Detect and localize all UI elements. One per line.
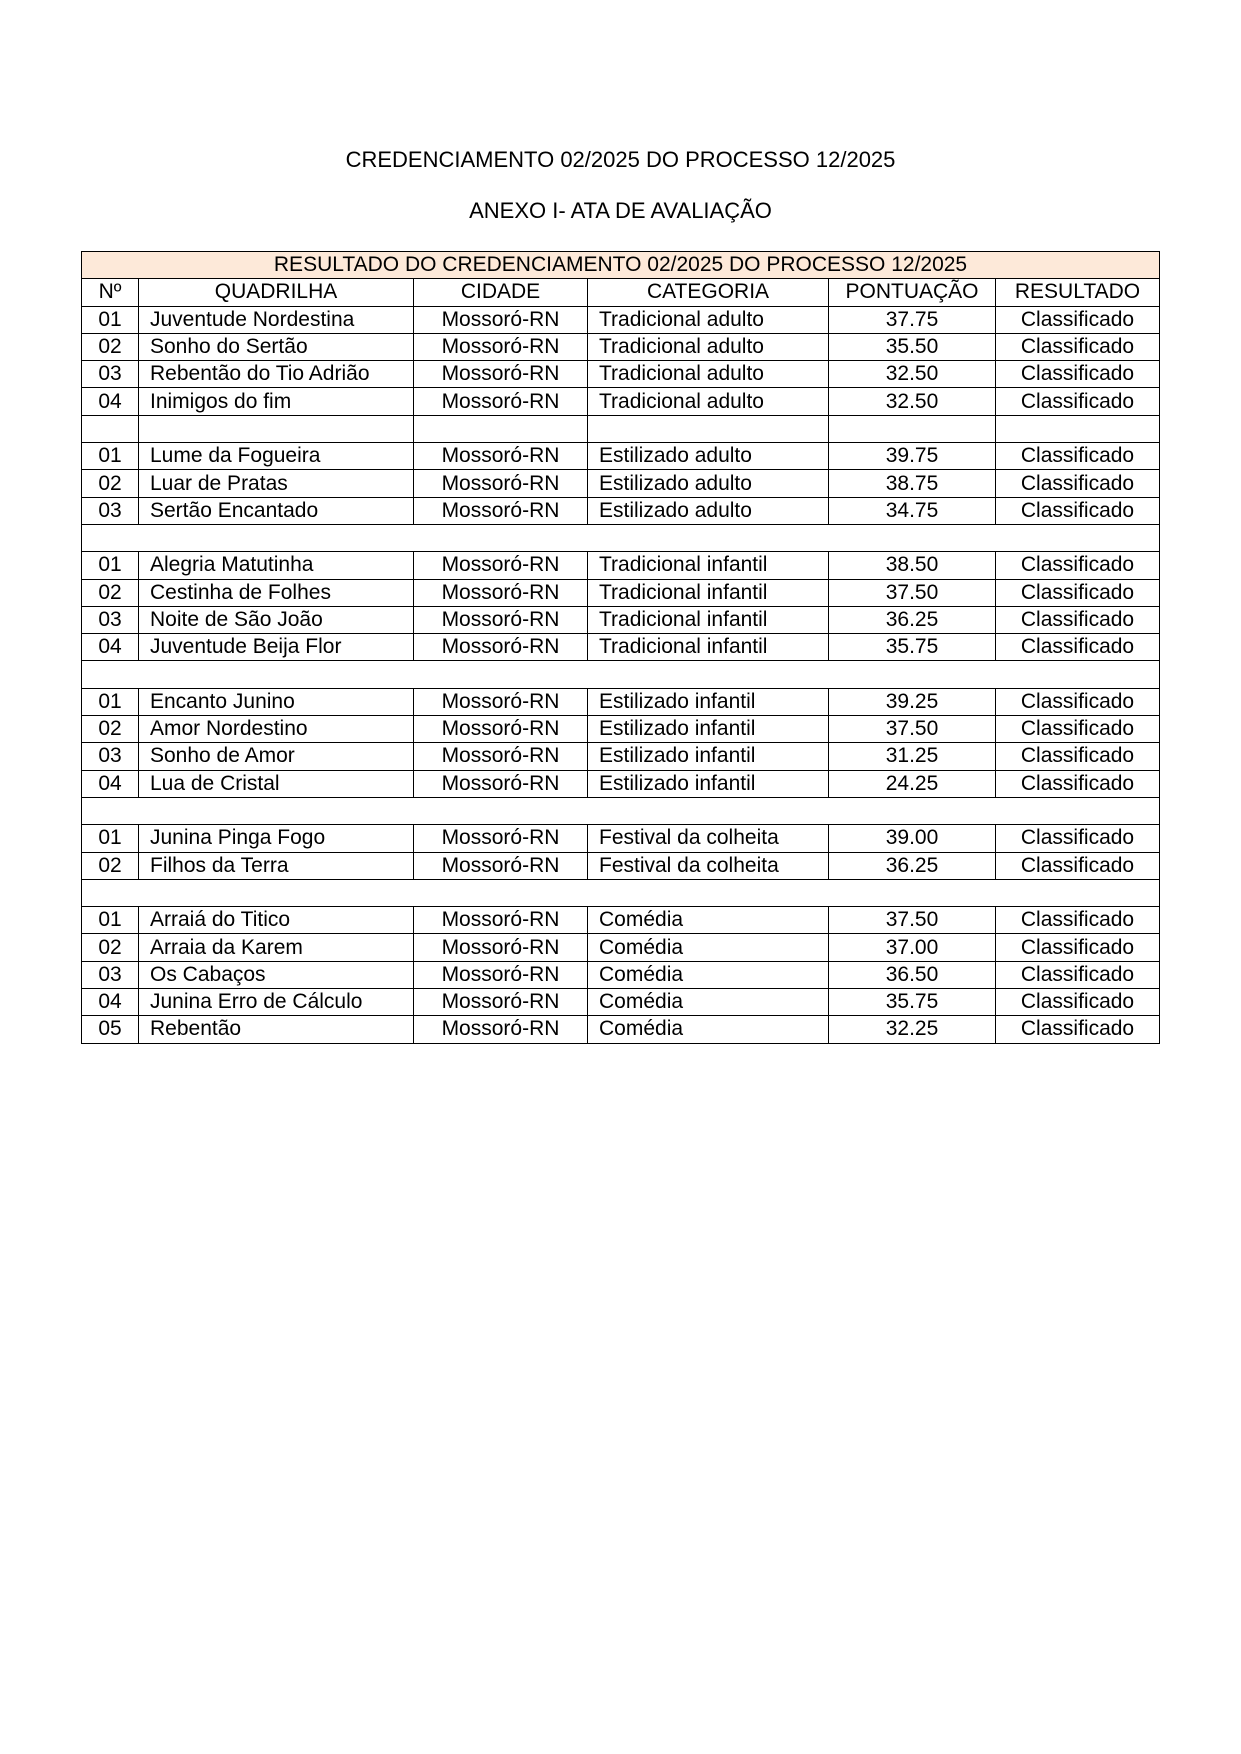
- cell-no: 02: [82, 852, 139, 879]
- cell-quadrilha: Rebentão do Tio Adrião: [139, 361, 414, 388]
- cell-no: 02: [82, 579, 139, 606]
- table-row: [82, 579, 1160, 606]
- cell-quadrilha: Luar de Pratas: [139, 470, 414, 497]
- spacer-row: [82, 879, 1160, 906]
- cell-cidade: Mossoró-RN: [414, 716, 588, 743]
- table-row: [82, 934, 1160, 961]
- cell-pontuacao: 37.75: [829, 306, 996, 333]
- cell-categoria: Comédia: [588, 907, 829, 934]
- cell-quadrilha: Junina Pinga Fogo: [139, 825, 414, 852]
- table-row: [82, 716, 1160, 743]
- cell-categoria: Tradicional adulto: [588, 361, 829, 388]
- cell-pontuacao: 36.25: [829, 606, 996, 633]
- cell-pontuacao: 32.50: [829, 388, 996, 415]
- table-row: [82, 852, 1160, 879]
- cell-categoria: Estilizado adulto: [588, 497, 829, 524]
- table-row: [82, 743, 1160, 770]
- table-row: [82, 497, 1160, 524]
- cell-quadrilha: Rebentão: [139, 1016, 414, 1043]
- spacer-cell: [996, 415, 1160, 442]
- cell-resultado: Classificado: [996, 688, 1160, 715]
- cell-pontuacao: 39.75: [829, 443, 996, 470]
- cell-resultado: Classificado: [996, 634, 1160, 661]
- cell-quadrilha: Juventude Nordestina: [139, 306, 414, 333]
- cell-resultado: Classificado: [996, 306, 1160, 333]
- cell-cidade: Mossoró-RN: [414, 497, 588, 524]
- cell-quadrilha: Lua de Cristal: [139, 770, 414, 797]
- cell-pontuacao: 37.50: [829, 907, 996, 934]
- table-row: [82, 388, 1160, 415]
- cell-quadrilha: Arraia da Karem: [139, 934, 414, 961]
- cell-no: 03: [82, 361, 139, 388]
- cell-resultado: Classificado: [996, 961, 1160, 988]
- cell-quadrilha: Arraiá do Titico: [139, 907, 414, 934]
- cell-categoria: Tradicional infantil: [588, 579, 829, 606]
- cell-pontuacao: 39.00: [829, 825, 996, 852]
- cell-cidade: Mossoró-RN: [414, 961, 588, 988]
- column-header-quadrilha: QUADRILHA: [139, 279, 414, 306]
- table-row: [82, 688, 1160, 715]
- spacer-cell: [82, 879, 1160, 906]
- table-header-row: [82, 279, 1160, 306]
- cell-cidade: Mossoró-RN: [414, 388, 588, 415]
- cell-cidade: Mossoró-RN: [414, 443, 588, 470]
- cell-cidade: Mossoró-RN: [414, 634, 588, 661]
- cell-quadrilha: Filhos da Terra: [139, 852, 414, 879]
- cell-cidade: Mossoró-RN: [414, 934, 588, 961]
- cell-pontuacao: 34.75: [829, 497, 996, 524]
- table-caption: RESULTADO DO CREDENCIAMENTO 02/2025 DO PROCESSO 12/2025: [82, 252, 1160, 279]
- cell-pontuacao: 35.75: [829, 989, 996, 1016]
- cell-categoria: Estilizado infantil: [588, 770, 829, 797]
- cell-categoria: Tradicional infantil: [588, 634, 829, 661]
- cell-quadrilha: Lume da Fogueira: [139, 443, 414, 470]
- cell-quadrilha: Juventude Beija Flor: [139, 634, 414, 661]
- cell-cidade: Mossoró-RN: [414, 1016, 588, 1043]
- cell-cidade: Mossoró-RN: [414, 989, 588, 1016]
- cell-cidade: Mossoró-RN: [414, 743, 588, 770]
- table-row: [82, 634, 1160, 661]
- cell-pontuacao: 38.75: [829, 470, 996, 497]
- cell-cidade: Mossoró-RN: [414, 825, 588, 852]
- cell-categoria: Tradicional adulto: [588, 306, 829, 333]
- cell-pontuacao: 31.25: [829, 743, 996, 770]
- cell-cidade: Mossoró-RN: [414, 470, 588, 497]
- cell-pontuacao: 39.25: [829, 688, 996, 715]
- cell-no: 02: [82, 470, 139, 497]
- cell-no: 03: [82, 961, 139, 988]
- cell-categoria: Tradicional adulto: [588, 333, 829, 360]
- cell-categoria: Tradicional adulto: [588, 388, 829, 415]
- cell-cidade: Mossoró-RN: [414, 907, 588, 934]
- cell-pontuacao: 35.75: [829, 634, 996, 661]
- cell-quadrilha: Cestinha de Folhes: [139, 579, 414, 606]
- column-header-categoria: CATEGORIA: [588, 279, 829, 306]
- cell-cidade: Mossoró-RN: [414, 552, 588, 579]
- cell-pontuacao: 37.50: [829, 579, 996, 606]
- table-row: [82, 770, 1160, 797]
- cell-quadrilha: Inimigos do fim: [139, 388, 414, 415]
- table-row: [82, 443, 1160, 470]
- cell-pontuacao: 24.25: [829, 770, 996, 797]
- table-caption-row: [82, 252, 1160, 279]
- cell-no: 04: [82, 770, 139, 797]
- cell-cidade: Mossoró-RN: [414, 579, 588, 606]
- cell-resultado: Classificado: [996, 333, 1160, 360]
- results-table-body: [82, 252, 1160, 1044]
- spacer-cell: [829, 415, 996, 442]
- cell-quadrilha: Amor Nordestino: [139, 716, 414, 743]
- table-row: [82, 470, 1160, 497]
- cell-resultado: Classificado: [996, 443, 1160, 470]
- cell-resultado: Classificado: [996, 852, 1160, 879]
- spacer-cell: [82, 661, 1160, 688]
- table-row: [82, 907, 1160, 934]
- cell-resultado: Classificado: [996, 470, 1160, 497]
- cell-no: 03: [82, 606, 139, 633]
- cell-no: 02: [82, 333, 139, 360]
- cell-categoria: Festival da colheita: [588, 852, 829, 879]
- cell-categoria: Estilizado infantil: [588, 688, 829, 715]
- cell-no: 04: [82, 388, 139, 415]
- cell-quadrilha: Sonho do Sertão: [139, 333, 414, 360]
- spacer-row: [82, 524, 1160, 551]
- cell-categoria: Comédia: [588, 934, 829, 961]
- table-row: [82, 361, 1160, 388]
- cell-cidade: Mossoró-RN: [414, 688, 588, 715]
- results-table: [81, 251, 1160, 1044]
- cell-resultado: Classificado: [996, 388, 1160, 415]
- table-row: [82, 306, 1160, 333]
- cell-resultado: Classificado: [996, 552, 1160, 579]
- column-header-cidade: CIDADE: [414, 279, 588, 306]
- table-row: [82, 989, 1160, 1016]
- cell-quadrilha: Encanto Junino: [139, 688, 414, 715]
- cell-quadrilha: Sonho de Amor: [139, 743, 414, 770]
- table-row: [82, 606, 1160, 633]
- cell-pontuacao: 32.25: [829, 1016, 996, 1043]
- cell-no: 01: [82, 907, 139, 934]
- table-row: [82, 961, 1160, 988]
- cell-resultado: Classificado: [996, 989, 1160, 1016]
- cell-pontuacao: 36.25: [829, 852, 996, 879]
- table-row: [82, 552, 1160, 579]
- cell-resultado: Classificado: [996, 1016, 1160, 1043]
- cell-pontuacao: 37.00: [829, 934, 996, 961]
- cell-quadrilha: Alegria Matutinha: [139, 552, 414, 579]
- cell-pontuacao: 38.50: [829, 552, 996, 579]
- cell-pontuacao: 35.50: [829, 333, 996, 360]
- cell-resultado: Classificado: [996, 825, 1160, 852]
- cell-quadrilha: Junina Erro de Cálculo: [139, 989, 414, 1016]
- cell-no: 02: [82, 716, 139, 743]
- cell-categoria: Comédia: [588, 961, 829, 988]
- cell-categoria: Estilizado adulto: [588, 470, 829, 497]
- cell-categoria: Festival da colheita: [588, 825, 829, 852]
- cell-resultado: Classificado: [996, 579, 1160, 606]
- cell-categoria: Tradicional infantil: [588, 606, 829, 633]
- cell-quadrilha: Noite de São João: [139, 606, 414, 633]
- spacer-row: [82, 661, 1160, 688]
- cell-no: 01: [82, 688, 139, 715]
- cell-resultado: Classificado: [996, 361, 1160, 388]
- column-header-pontuacao: PONTUAÇÃO: [829, 279, 996, 306]
- cell-cidade: Mossoró-RN: [414, 306, 588, 333]
- cell-cidade: Mossoró-RN: [414, 606, 588, 633]
- cell-no: 04: [82, 634, 139, 661]
- cell-resultado: Classificado: [996, 716, 1160, 743]
- table-row: [82, 825, 1160, 852]
- spacer-cell: [82, 415, 139, 442]
- document-subtitle: ANEXO I- ATA DE AVALIAÇÃO: [469, 198, 772, 223]
- spacer-cell: [588, 415, 829, 442]
- cell-quadrilha: Os Cabaços: [139, 961, 414, 988]
- cell-cidade: Mossoró-RN: [414, 333, 588, 360]
- cell-categoria: Estilizado infantil: [588, 716, 829, 743]
- cell-resultado: Classificado: [996, 606, 1160, 633]
- cell-no: 03: [82, 743, 139, 770]
- cell-cidade: Mossoró-RN: [414, 361, 588, 388]
- cell-no: 04: [82, 989, 139, 1016]
- cell-no: 01: [82, 443, 139, 470]
- spacer-row: [82, 415, 1160, 442]
- cell-resultado: Classificado: [996, 497, 1160, 524]
- cell-no: 01: [82, 552, 139, 579]
- cell-resultado: Classificado: [996, 907, 1160, 934]
- cell-pontuacao: 36.50: [829, 961, 996, 988]
- cell-pontuacao: 32.50: [829, 361, 996, 388]
- cell-quadrilha: Sertão Encantado: [139, 497, 414, 524]
- cell-pontuacao: 37.50: [829, 716, 996, 743]
- column-header-no: Nº: [82, 279, 139, 306]
- cell-no: 02: [82, 934, 139, 961]
- document-title: CREDENCIAMENTO 02/2025 DO PROCESSO 12/2025: [345, 147, 896, 172]
- spacer-cell: [82, 797, 1160, 824]
- table-row: [82, 333, 1160, 360]
- cell-cidade: Mossoró-RN: [414, 770, 588, 797]
- spacer-cell: [414, 415, 588, 442]
- spacer-row: [82, 797, 1160, 824]
- cell-no: 03: [82, 497, 139, 524]
- cell-categoria: Comédia: [588, 989, 829, 1016]
- cell-resultado: Classificado: [996, 743, 1160, 770]
- cell-categoria: Estilizado infantil: [588, 743, 829, 770]
- cell-categoria: Comédia: [588, 1016, 829, 1043]
- cell-no: 01: [82, 306, 139, 333]
- spacer-cell: [139, 415, 414, 442]
- cell-categoria: Tradicional infantil: [588, 552, 829, 579]
- cell-no: 01: [82, 825, 139, 852]
- cell-cidade: Mossoró-RN: [414, 852, 588, 879]
- column-header-resultado: RESULTADO: [996, 279, 1160, 306]
- table-row: [82, 1016, 1160, 1043]
- cell-resultado: Classificado: [996, 770, 1160, 797]
- cell-no: 05: [82, 1016, 139, 1043]
- cell-categoria: Estilizado adulto: [588, 443, 829, 470]
- cell-resultado: Classificado: [996, 934, 1160, 961]
- spacer-cell: [82, 524, 1160, 551]
